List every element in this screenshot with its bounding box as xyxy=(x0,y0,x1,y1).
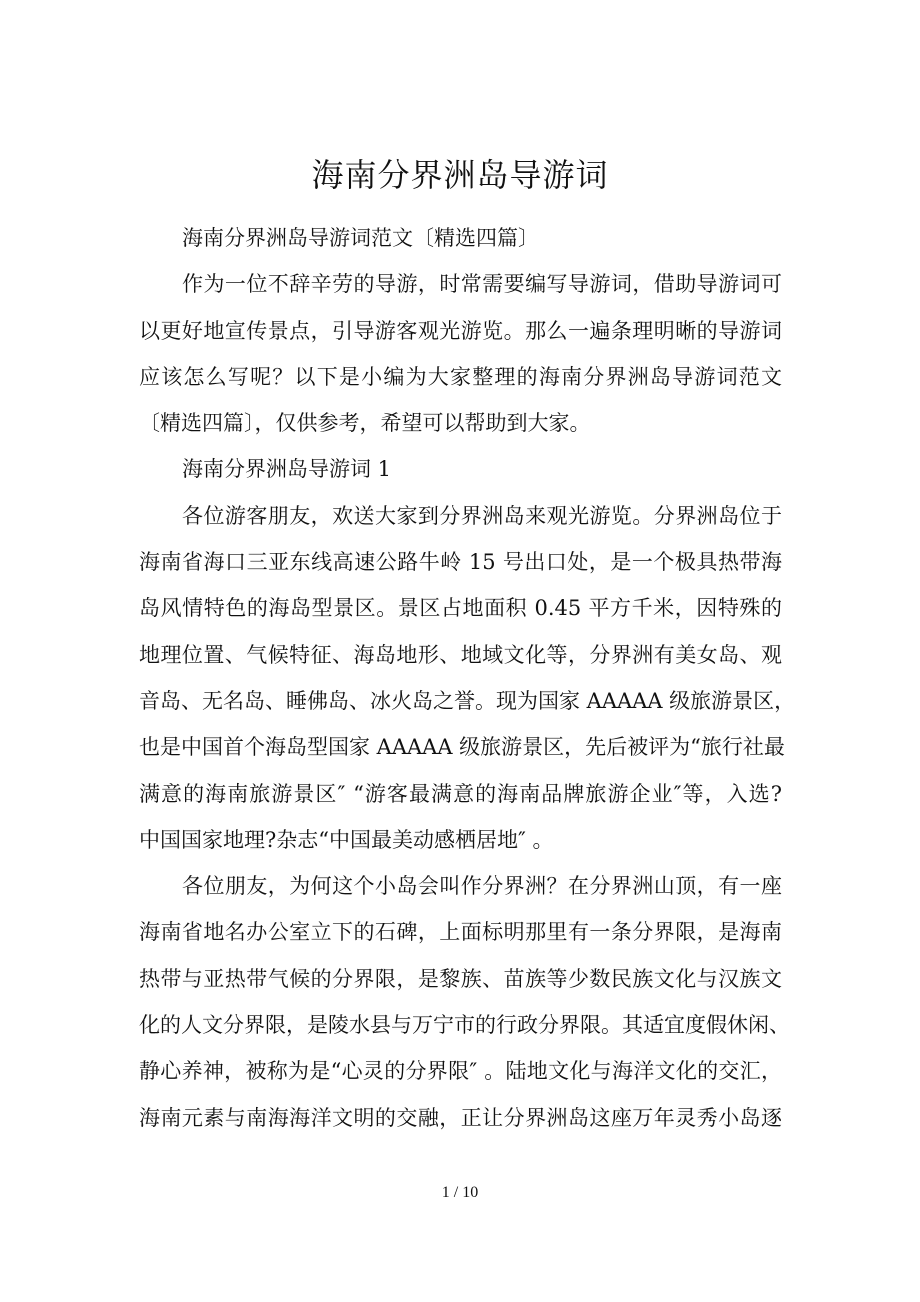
text-line: 应该怎么写呢？以下是小编为大家整理的海南分界洲岛导游词范文 xyxy=(139,364,782,389)
text-line: 以更好地宣传景点，引导游客观光游览。那么一遍条理明晰的导游词 xyxy=(139,318,782,343)
text-line: 静心养神，被称为是“心灵的分界限″ 。陆地文化与海洋文化的交汇， xyxy=(139,1059,782,1084)
text-line: 岛风情特色的海岛型景区。景区占地面积 0.45 平方千米，因特殊的 xyxy=(139,596,782,621)
text-line: 海南省地名办公室立下的石碑，上面标明那里有一条分界限，是海南 xyxy=(139,920,782,945)
document-title: 海南分界洲岛导游词 xyxy=(311,156,609,194)
paragraph xyxy=(139,446,782,492)
text-line: 海南省海口三亚东线高速公路牛岭 15 号出口处，是一个极具热带海 xyxy=(139,550,782,575)
text-line: 热带与亚热带气候的分界限，是黎族、苗族等少数民族文化与汉族文 xyxy=(139,966,782,991)
text-line: 音岛、无名岛、睡佛岛、冰火岛之誉。现为国家 AAAAA 级旅游景区， xyxy=(139,688,796,713)
paragraph xyxy=(139,863,790,1141)
text-line: 海南元素与南海海洋文明的交融，正让分界洲岛这座万年灵秀小岛逐 xyxy=(139,1105,782,1130)
page-number: 1 / 10 xyxy=(441,1184,479,1201)
text-line: 各位游客朋友，欢送大家到分界洲岛来观光游览。分界洲岛位于 xyxy=(182,503,782,528)
text-line: 各位朋友，为何这个小岛会叫作分界洲？在分界洲山顶，有一座 xyxy=(182,874,782,899)
text-line: 化的人文分界限，是陵水县与万宁市的行政分界限。其适宜度假休闲、 xyxy=(139,1013,790,1038)
paragraph xyxy=(139,493,796,863)
paragraph xyxy=(139,215,782,261)
text-line: 作为一位不辞辛劳的导游，时常需要编写导游词，借助导游词可 xyxy=(182,272,782,297)
text-line: 海南分界洲岛导游词范文〔精选四篇〕 xyxy=(182,226,539,250)
text-line: 满意的海南旅游景区″ “游客最满意的海南品牌旅游企业″等，入选? xyxy=(139,781,782,806)
text-line: 中国国家地理?杂志“中国最美动感栖居地″ 。 xyxy=(139,827,554,852)
text-line: 海南分界洲岛导游词 1 xyxy=(182,457,392,482)
document-body xyxy=(139,215,796,1141)
text-line: 也是中国首个海岛型国家 AAAAA 级旅游景区，先后被评为“旅行社最 xyxy=(139,735,785,760)
text-line: 地理位置、气候特征、海岛地形、地域文化等，分界洲有美女岛、观 xyxy=(139,642,782,667)
text-line: 〔精选四篇〕，仅供参考，希望可以帮助到大家。 xyxy=(139,411,591,436)
paragraph xyxy=(139,261,782,446)
